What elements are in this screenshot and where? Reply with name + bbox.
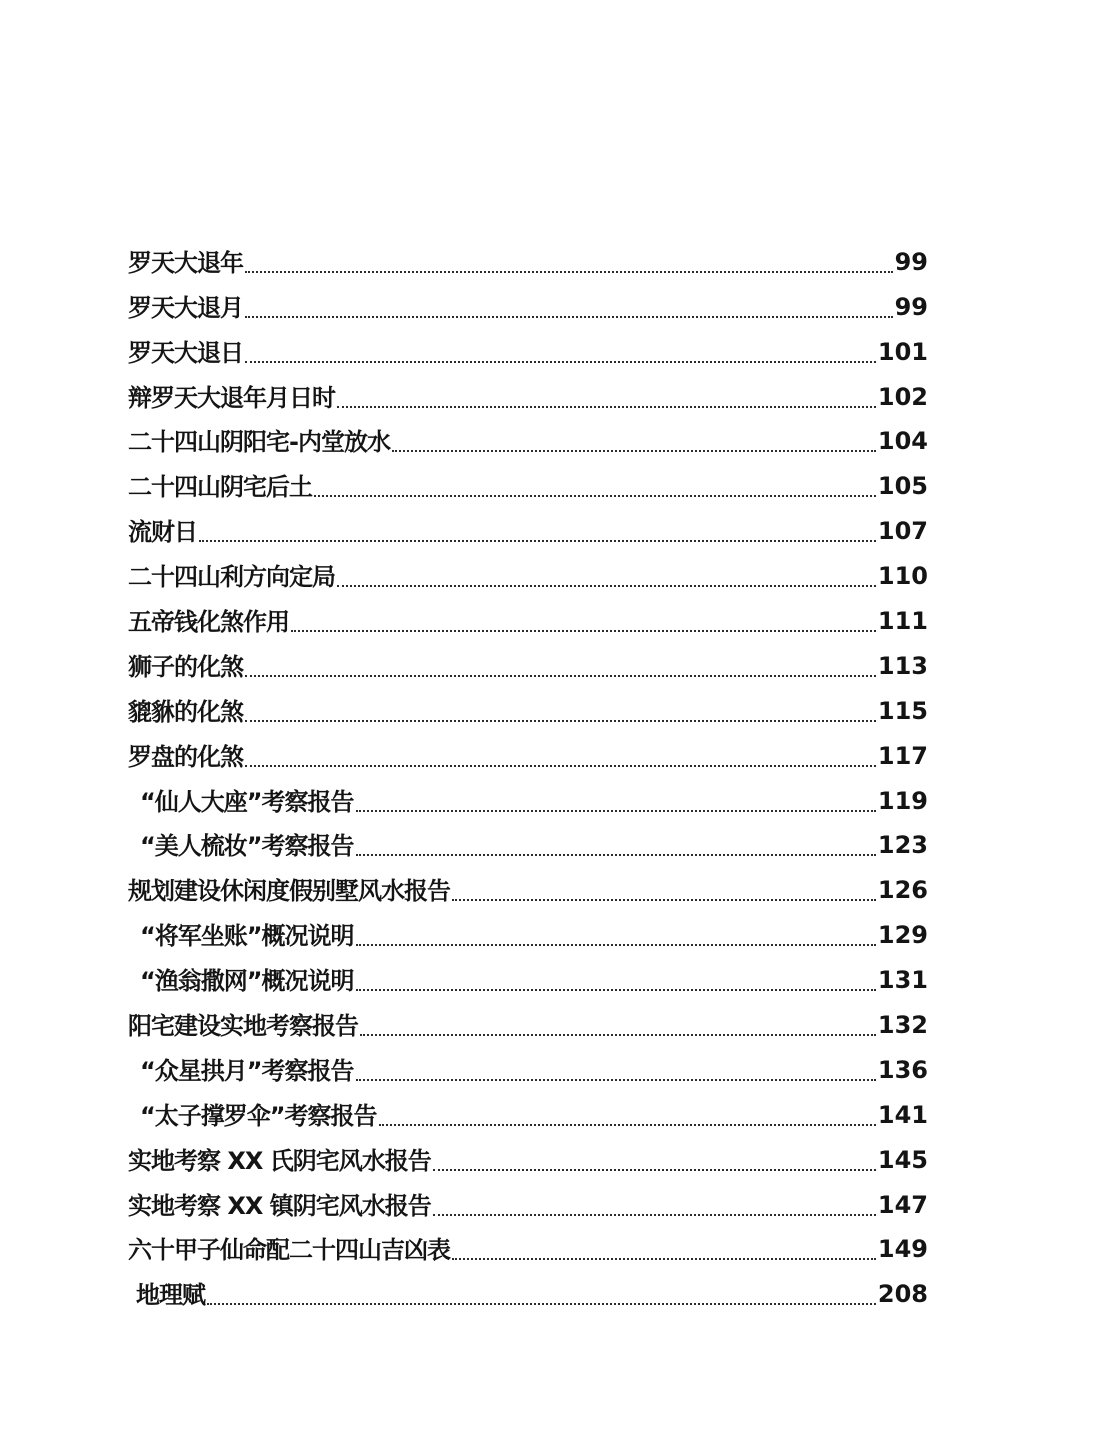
dot-leader — [452, 899, 876, 901]
toc-entry-page: 101 — [877, 337, 928, 366]
toc-entry-page: 131 — [877, 966, 928, 995]
dot-leader — [245, 361, 876, 363]
toc-entry — [128, 1045, 928, 1090]
toc-entry-title: 二十四山阴宅后土 — [128, 473, 312, 502]
toc-entry-title: “太子撑罗伞”考察报告 — [140, 1101, 377, 1130]
dot-leader — [245, 720, 876, 722]
dot-leader — [356, 1079, 876, 1081]
dot-leader — [356, 854, 876, 856]
toc-entry — [128, 731, 928, 776]
dot-leader — [245, 271, 893, 273]
toc-entry-title: 狮子的化煞 — [128, 652, 243, 681]
toc-entry-title: 规划建设休闲度假别墅风水报告 — [128, 877, 450, 906]
dot-leader — [245, 675, 876, 677]
dot-leader — [433, 1214, 876, 1216]
toc-entry — [128, 1269, 928, 1314]
toc-entry — [128, 821, 928, 866]
toc-entry — [128, 1135, 928, 1180]
toc-entry — [128, 686, 928, 731]
toc-entry-title: 地理赋 — [136, 1281, 205, 1310]
dot-leader — [356, 810, 876, 812]
dot-leader — [337, 406, 876, 408]
toc-entry-page: 147 — [877, 1190, 928, 1219]
toc-entry-page: 129 — [877, 921, 928, 950]
toc-entry-title: “美人梳妆”考察报告 — [140, 832, 354, 861]
toc-entry-page: 136 — [877, 1055, 928, 1084]
dot-leader — [452, 1258, 876, 1260]
toc-entry-page: 102 — [877, 382, 928, 411]
toc-entry-title: 罗盘的化煞 — [128, 742, 243, 771]
toc-entry-title: 流财日 — [128, 518, 197, 547]
toc-entry — [128, 641, 928, 686]
toc-entry — [128, 596, 928, 641]
dot-leader — [314, 495, 876, 497]
toc-entry — [128, 1090, 928, 1135]
toc-entry-page: 149 — [877, 1235, 928, 1264]
toc-entry-title: 罗天大退月 — [128, 293, 243, 322]
toc-entry-page: 145 — [877, 1145, 928, 1174]
toc-entry-page: 126 — [877, 876, 928, 905]
toc-entry-page: 111 — [877, 607, 928, 636]
toc-entry-title: “渔翁撒网”概况说明 — [140, 967, 354, 996]
toc-entry — [128, 417, 928, 462]
toc-entry — [128, 282, 928, 327]
dot-leader — [291, 630, 876, 632]
toc-entry — [128, 776, 928, 821]
toc-entry-title: 实地考察 XX 氏阴宅风水报告 — [128, 1146, 431, 1175]
toc-entry-page: 132 — [877, 1011, 928, 1040]
dot-leader — [199, 540, 876, 542]
dot-leader — [356, 944, 876, 946]
dot-leader — [356, 989, 876, 991]
dot-leader — [392, 450, 876, 452]
toc-entry-title: “众星拱月”考察报告 — [140, 1056, 354, 1085]
toc-entry-page: 105 — [877, 472, 928, 501]
toc-entry-title: 罗天大退日 — [128, 338, 243, 367]
table-of-contents — [128, 237, 928, 1314]
toc-entry-title: 辩罗天大退年月日时 — [128, 383, 335, 412]
toc-entry-title: 貔貅的化煞 — [128, 697, 243, 726]
toc-entry-title: 二十四山阴阳宅-内堂放水 — [128, 428, 390, 457]
dot-leader — [245, 765, 876, 767]
toc-entry — [128, 237, 928, 282]
toc-entry-title: 二十四山利方向定局 — [128, 563, 335, 592]
toc-entry — [128, 955, 928, 1000]
toc-entry — [128, 461, 928, 506]
toc-entry-page: 208 — [877, 1280, 928, 1309]
toc-entry — [128, 506, 928, 551]
dot-leader — [379, 1124, 876, 1126]
toc-entry-title: 罗天大退年 — [128, 248, 243, 277]
toc-entry — [128, 372, 928, 417]
dot-leader — [207, 1303, 876, 1305]
toc-entry-page: 99 — [894, 247, 928, 276]
toc-entry — [128, 551, 928, 596]
toc-entry-title: 六十甲子仙命配二十四山吉凶表 — [128, 1236, 450, 1265]
toc-entry-title: “将军坐账”概况说明 — [140, 922, 354, 951]
toc-entry — [128, 327, 928, 372]
toc-entry-page: 119 — [877, 786, 928, 815]
toc-entry-page: 117 — [877, 741, 928, 770]
toc-entry — [128, 1000, 928, 1045]
toc-entry-page: 141 — [877, 1100, 928, 1129]
dot-leader — [433, 1169, 876, 1171]
toc-entry-page: 107 — [877, 517, 928, 546]
toc-entry — [128, 1180, 928, 1225]
toc-entry-page: 110 — [877, 562, 928, 591]
toc-entry-title: 阳宅建设实地考察报告 — [128, 1012, 358, 1041]
toc-entry-title: “仙人大座”考察报告 — [140, 787, 354, 816]
dot-leader — [245, 316, 893, 318]
toc-entry-title: 实地考察 XX 镇阴宅风水报告 — [128, 1191, 431, 1220]
toc-entry-page: 99 — [894, 292, 928, 321]
toc-entry-title: 五帝钱化煞作用 — [128, 608, 289, 637]
toc-entry-page: 115 — [877, 696, 928, 725]
toc-entry-page: 104 — [877, 427, 928, 456]
dot-leader — [360, 1034, 876, 1036]
dot-leader — [337, 585, 876, 587]
toc-entry-page: 123 — [877, 831, 928, 860]
toc-entry — [128, 1225, 928, 1270]
toc-entry-page: 113 — [877, 651, 928, 680]
toc-entry — [128, 865, 928, 910]
toc-entry — [128, 910, 928, 955]
